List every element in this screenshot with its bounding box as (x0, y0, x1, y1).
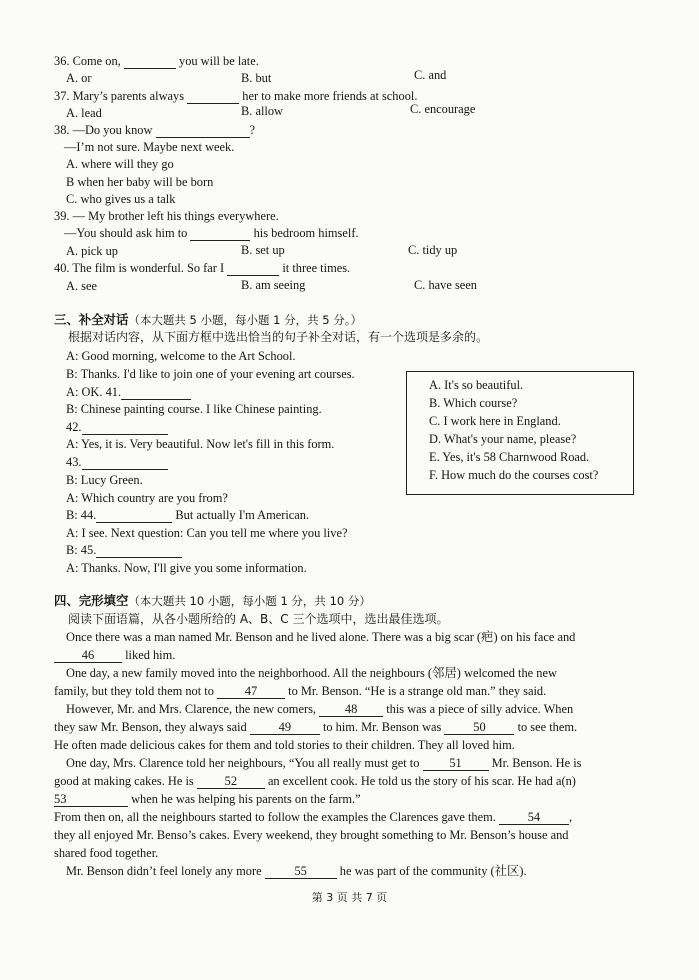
answer-blank (187, 90, 239, 104)
passage-line: He often made delicious cakes for them and told stories to their children. They all loved him. (54, 738, 515, 752)
option-c: C. tidy up (408, 243, 458, 257)
option-a: A. pick up (66, 244, 118, 258)
dialog-line: A: I see. Next question: Can you tell me where you live? (66, 526, 348, 540)
option-b: B. allow (241, 104, 283, 118)
option-e: E. Yes, it's 58 Charnwood Road. (429, 450, 590, 464)
passage-line: Once there was a man named Mr. Benson and he lived alone. There was a big scar (疤) on his face and (66, 630, 576, 644)
passage-line: shared food together. (54, 846, 159, 860)
passage-line: 53 when he was helping his parents on the farm.” (54, 792, 361, 806)
dialog-line: A: OK. 41. (66, 384, 191, 400)
passage-line: good at making cakes. He is 52 an excellent cook. He told us the story of his scar. He had a(n) (54, 774, 576, 788)
passage-line: Mr. Benson didn’t feel lonely any more 55 he was part of the community (社区). (66, 864, 527, 878)
dialog-line: 42. (66, 419, 168, 435)
blank-55: 55 (265, 865, 337, 879)
dialog-line: A: Good morning, welcome to the Art School. (66, 349, 296, 363)
answer-blank (82, 421, 168, 435)
passage-line: However, Mr. and Mrs. Clarence, the new comers, 48 this was a piece of silly advice. When (66, 702, 574, 716)
passage-line: One day, Mrs. Clarence told her neighbours, “You all really must get to 51 Mr. Benson. He is (66, 756, 582, 770)
option-c: C. have seen (414, 278, 477, 292)
answer-blank (190, 227, 250, 241)
blank-52: 52 (197, 775, 265, 789)
blank-47: 47 (217, 685, 285, 699)
options-box (406, 371, 634, 495)
option-d: D. What's your name, please? (429, 432, 577, 446)
option-b: B. but (241, 71, 272, 85)
option-a: A. where will they go (66, 157, 174, 171)
option-b: B when her baby will be born (66, 175, 214, 189)
section-4-instructions: 阅读下面语篇，从各小题所给的 A、B、C 三个选项中，选出最佳选项。 (68, 612, 449, 626)
option-f: F. How much do the courses cost? (429, 468, 599, 482)
blank-51: 51 (423, 757, 489, 771)
passage-line: One day, a new family moved into the neighborhood. All the neighbours (邻居) welcomed the new (66, 666, 557, 680)
option-c: C. and (414, 68, 447, 82)
answer-blank (124, 55, 176, 69)
dialog-line: 43. (66, 454, 168, 470)
option-c: C. encourage (410, 102, 476, 116)
passage-line: family, but they told them not to 47 to Mr. Benson. “He is a strange old man.” they said. (54, 684, 547, 698)
question-37: 37. Mary’s parents always her to make more friends at school. (54, 89, 418, 103)
dialog-line: A: Which country are you from? (66, 491, 228, 505)
question-36: 36. Come on, you will be late. (54, 54, 259, 68)
blank-48: 48 (319, 703, 383, 717)
option-c: C. I work here in England. (429, 414, 561, 428)
option-b: B. set up (241, 243, 285, 257)
blank-49: 49 (250, 721, 320, 735)
answer-blank (156, 124, 250, 138)
passage-line: 46 liked him. (54, 647, 175, 663)
option-c: C. who gives us a talk (66, 192, 176, 206)
reply-line: —I’m not sure. Maybe next week. (64, 140, 235, 154)
blank-46: 46 (54, 649, 122, 663)
passage-line: they all enjoyed Mr. Benso’s cakes. Every weekend, they brought something to Mr. Benson’s house and (54, 828, 569, 842)
option-a: A. or (66, 71, 92, 85)
dialog-line: B: 45. (66, 542, 182, 558)
answer-blank (227, 262, 279, 276)
dialog-line: B: Chinese painting course. I like Chinese painting. (66, 402, 322, 416)
question-39: 39. — My brother left his things everywhere. (54, 209, 279, 223)
blank-54: 54 (499, 811, 569, 825)
option-b: B. am seeing (241, 278, 306, 292)
option-a: A. see (66, 279, 97, 293)
answer-blank (96, 509, 172, 523)
dialog-line: B: Lucy Green. (66, 473, 143, 487)
section-3-heading: 三、补全对话（本大题共 5 小题，每小题 1 分，共 5 分。） (54, 312, 362, 327)
dialog-line: A: Yes, it is. Very beautiful. Now let's fill in this form. (66, 437, 335, 451)
question-39-prompt: —You should ask him to his bedroom himself. (64, 226, 359, 240)
page-footer: 第 3 页 共 7 页 (311, 891, 388, 904)
option-b: B. Which course? (429, 396, 518, 410)
section-3-instructions: 根据对话内容，从下面方框中选出恰当的句子补全对话，有一个选项是多余的。 (68, 330, 489, 344)
blank-53: 53 (54, 793, 128, 807)
answer-blank (96, 544, 182, 558)
option-a: A. lead (66, 106, 102, 120)
section-4-heading: 四、完形填空（本大题共 10 小题，每小题 1 分，共 10 分） (54, 593, 371, 608)
answer-blank (121, 386, 191, 400)
dialog-line: B: 44. But actually I'm American. (66, 508, 310, 522)
question-40: 40. The film is wonderful. So far I it three times. (54, 261, 351, 275)
blank-50: 50 (444, 721, 514, 735)
passage-line: they saw Mr. Benson, they always said 49 to him. Mr. Benson was 50 to see them. (54, 720, 578, 734)
question-38: 38. —Do you know ? (54, 123, 256, 137)
option-a: A. It's so beautiful. (429, 378, 524, 392)
dialog-line: A: Thanks. Now, I'll give you some information. (66, 561, 307, 575)
answer-blank (82, 456, 168, 470)
passage-line: From then on, all the neighbours started to follow the examples the Clarences gave them. 54 , (54, 810, 573, 824)
dialog-line: B: Thanks. I'd like to join one of your evening art courses. (66, 367, 355, 381)
